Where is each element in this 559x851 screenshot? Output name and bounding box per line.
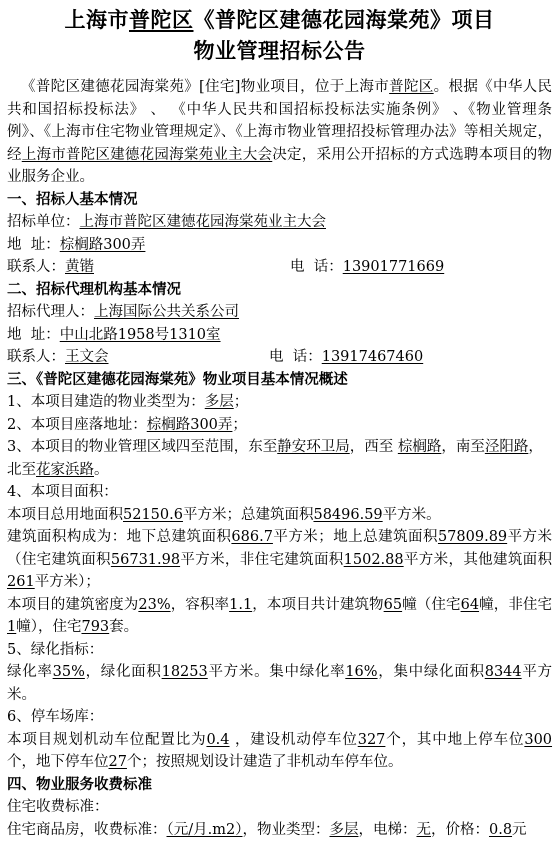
item-4-total-area: 本项目总用地面积52150.6平方米；总建筑面积58496.59平方米。 — [7, 506, 441, 523]
agent-name: 招标代理人：上海国际公共关系公司 — [7, 304, 239, 320]
item-2-location: 2、本项目座落地址：棕榈路300弄； — [7, 416, 247, 433]
item-6-parking: 本项目规划机动车位配置比为0.4 ，建设机动停车位327个，其中地上停车位300个，地下停车位27个；按照规划设计建造了非机动车停车位。 — [7, 731, 553, 770]
intro-paragraph: 《普陀区建德花园海棠苑》[住宅]物业项目，位于上海市普陀区。根据《中华人民共和国招标投标法》 、 《中华人民共和国招标投标法实施条例》 、《物业管理条例》、《上海市住宅物业管理规定》、《上海市物业管理招投标管理办法》等相关规定，经上海市普陀区建德花园海棠苑业主大会决定，采用公开招标的方式选聘本项目的物业服务企业。 — [7, 79, 553, 185]
tenderer-phone: 电 话：13901771669 — [290, 259, 445, 275]
item-4-density: 本项目的建筑密度为23%，容积率1.1，本项目共计建筑物65幢（住宅64幢，非住宅1幢），住宅793套。 — [7, 596, 553, 635]
item-6-heading: 6、停车场库： — [7, 709, 104, 725]
section-3-heading: 三、《普陀区建德花园海棠苑》物业项目基本情况概述 — [7, 370, 348, 388]
agent-phone: 电 话：13917467460 — [269, 349, 424, 365]
tenderer-address: 地 址：棕榈路300弄 — [7, 236, 146, 253]
notice-document — [7, 4, 552, 841]
title-line-1: 上海市普陀区《普陀区建德花园海棠苑》项目 — [64, 7, 495, 32]
section-4-heading: 四、物业服务收费标准 — [7, 775, 152, 793]
residential-fee-standard: 住宅收费标准： — [7, 799, 109, 815]
intro-district: 普陀区 — [389, 79, 434, 95]
title-line-2: 物业管理招标公告 — [193, 38, 366, 63]
section-1-heading: 一、招标人基本情况 — [7, 190, 138, 208]
item-4-heading: 4、本项目面积： — [7, 484, 118, 500]
item-5-greening: 绿化率35%，绿化面积18253平方米。集中绿化率16%，集中绿化面积8344平方米。 — [7, 664, 553, 703]
title-district: 普陀区 — [129, 7, 194, 32]
agent-address: 地 址：中山北路1958号1310室 — [7, 326, 221, 343]
tenderer-unit: 招标单位：上海市普陀区建德花园海棠苑业主大会 — [7, 214, 326, 230]
item-4-area-breakdown: 建筑面积构成为：地下总建筑面积686.7平方米；地上总建筑面积57809.89平方米（住宅建筑面积56731.98平方米，非住宅建筑面积1502.88平方米，其他建筑面积261平方米）； — [7, 529, 553, 590]
intro-org: 上海市普陀区建德花园海棠苑业主大会 — [21, 146, 273, 163]
document-title — [7, 4, 552, 66]
residential-fee-line: 住宅商品房，收费标准：（元/月.m2），物业类型：多层，电梯：无，价格：0.8元 — [7, 821, 527, 838]
agent-contact: 联系人：王文会 电 话：13917467460 — [7, 346, 552, 369]
item-5-heading: 5、绿化指标： — [7, 641, 104, 658]
item-1-property-type: 1、本项目建造的物业类型为：多层； — [7, 394, 249, 410]
item-3-boundaries: 3、本项目的物业管理区域四至范围，东至静安环卫局，西至 棕榈路，南至泾阳路，北至花家浜路。 — [7, 439, 543, 478]
section-2-heading: 二、招标代理机构基本情况 — [7, 280, 181, 298]
tenderer-contact: 联系人：黄锴 电 话：13901771669 — [7, 256, 552, 279]
